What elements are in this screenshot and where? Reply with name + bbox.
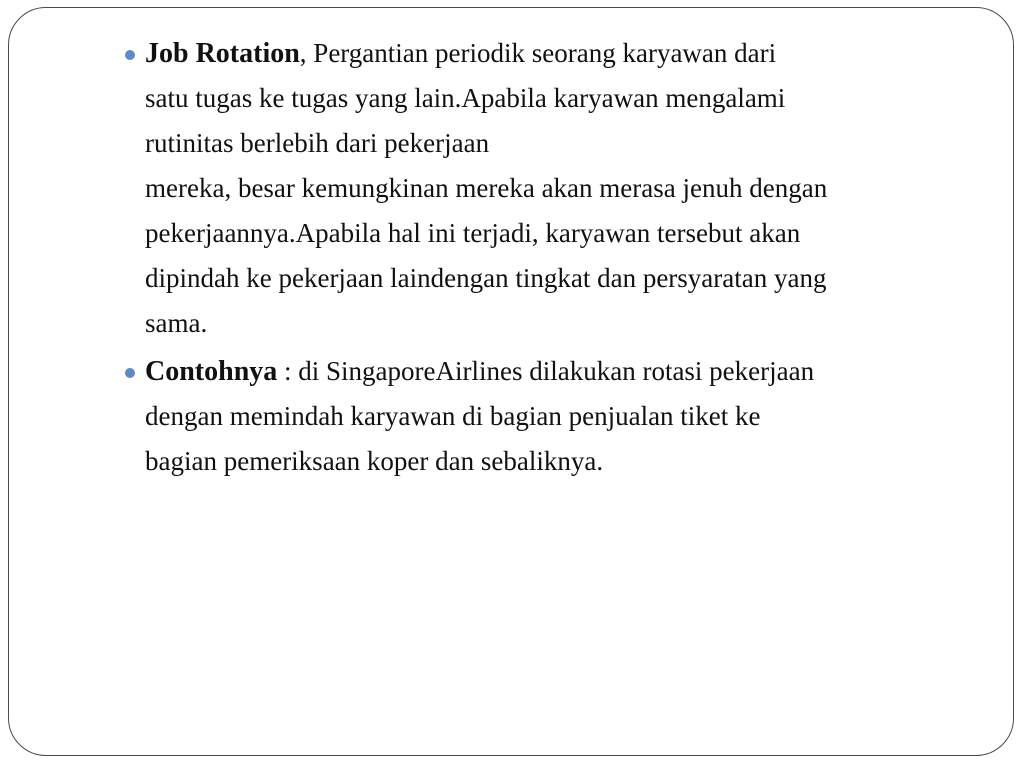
bullet-line <box>145 355 814 388</box>
bullet-term: Job Rotation <box>145 38 300 69</box>
bullet-text: , Pergantian periodik seorang karyawan dari <box>299 38 777 68</box>
bullet-line: sama. <box>145 308 208 338</box>
bullet-line: rutinitas berlebih dari pekerjaan <box>145 128 490 158</box>
slide-frame <box>8 7 1014 756</box>
bullet-term: Contohnya <box>145 356 278 387</box>
bullet-line: satu tugas ke tugas yang lain.Apabila karyawan mengalami <box>145 83 786 113</box>
bullet-dot-icon <box>125 368 135 378</box>
bullet-line: dengan memindah karyawan di bagian penjualan tiket ke <box>145 401 761 431</box>
bullet-line: bagian pemeriksaan koper dan sebaliknya. <box>145 446 604 476</box>
bullet-line: pekerjaannya.Apabila hal ini terjadi, karyawan tersebut akan <box>145 218 801 248</box>
bullet-dot-icon <box>125 50 135 60</box>
bullet-line: mereka, besar kemungkinan mereka akan merasa jenuh dengan <box>145 173 828 203</box>
bullet-text: : di SingaporeAirlines dilakukan rotasi pekerjaan <box>277 356 815 386</box>
bullet-line: dipindah ke pekerjaan laindengan tingkat dan persyaratan yang <box>145 263 827 293</box>
bullet-line <box>145 37 776 70</box>
